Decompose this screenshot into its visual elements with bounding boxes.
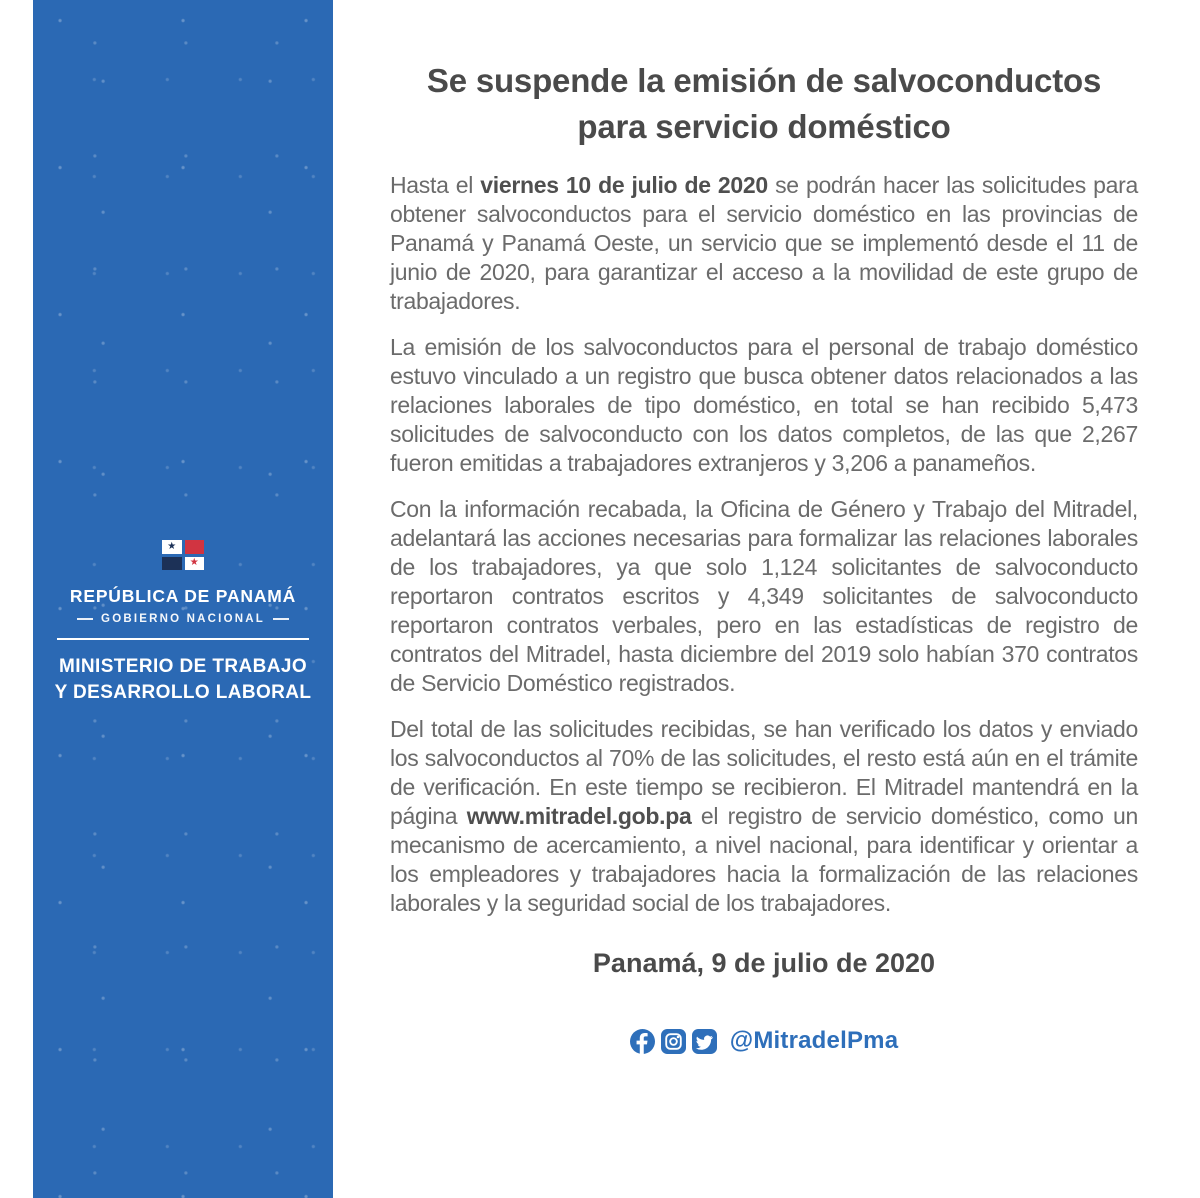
right-dash-ornament <box>273 618 289 620</box>
ministry-name-line1: MINISTERIO DE TRABAJO <box>58 656 308 677</box>
page-title-line2: para servicio doméstico <box>577 107 951 145</box>
paragraph-deadline-pre: Hasta el <box>390 172 481 199</box>
paragraph-contracts: Con la información recabada, la Oficina de Género y Trabajo del Mitradel, adelantará las acciones necesarias para formalizar las relaciones laborales de los trabajadores, ya que solo 1,124 solicitantes de salvoconducto reportaron contratos escritos y 4,349 solicitantes de salvoconducto reportaron contratos verbales, pero en las estadísticas de registro de contratos del Mitradel, hasta diciembre del 2019 solo habían 370 contratos de Servicio Doméstico registrados. <box>390 496 1138 697</box>
sidebar-divider-line <box>57 638 309 640</box>
flag-quadrant-red <box>185 540 205 554</box>
page-title <box>390 58 1138 149</box>
paragraph-deadline-post: se podrán hacer las solicitudes para obtener salvoconductos para el servicio doméstico en las provincias de Panamá y Panamá Oeste, un servicio que se implementó desde el 11 de junio de 2020, para garantizar el acceso a la movilidad de este grupo de trabajadores. <box>390 172 1138 315</box>
facebook-icon[interactable] <box>630 1029 655 1054</box>
deadline-date-bold: viernes 10 de julio de 2020 <box>480 172 768 199</box>
ministry-name-label <box>33 654 333 705</box>
social-handle[interactable]: @MitradelPma <box>729 1027 899 1055</box>
paragraph-statistics: La emisión de los salvoconductos para el personal de trabajo doméstico estuvo vinculado a un registro que busca obtener datos relacionados a las relaciones laborales de tipo doméstico, en total se han recibido 5,473 solicitudes de salvoconducto con los datos completos, de las que 2,267 fueron emitidas a trabajadores extranjeros y 3,206 a panameños. <box>390 334 1138 477</box>
social-footer <box>390 1027 1138 1055</box>
announcement-body <box>390 0 1138 1055</box>
flag-quadrant-white-red-star <box>185 557 205 571</box>
paragraph-verification-pre: Del total de las solicitudes recibidas, se han verificado los datos y enviado los salvoconductos al 70% de las solicitudes, el resto está aún en el trámite de verificación. En este tiempo se recibieron. El Mitradel mantendrá en la página <box>390 716 1138 830</box>
red-star-icon: ★ <box>189 557 199 569</box>
twitter-icon[interactable] <box>692 1029 717 1054</box>
ministry-sidebar-banner <box>33 0 333 1198</box>
blue-star-icon: ★ <box>167 540 177 552</box>
flag-quadrant-white-blue-star <box>162 540 182 554</box>
republic-of-panama-label: REPÚBLICA DE PANAMÁ <box>69 586 297 606</box>
flag-quadrant-navy <box>162 557 182 571</box>
page-title-line1: Se suspende la emisión de salvoconductos <box>426 62 1102 99</box>
gobierno-nacional-label: GOBIERNO NACIONAL <box>101 613 265 625</box>
gobierno-nacional-row <box>33 613 333 625</box>
panama-flag-logo <box>162 540 204 570</box>
ministry-identity-block <box>33 540 333 705</box>
paragraph-deadline <box>390 171 1138 316</box>
ministry-name-line2: Y DESARROLLO LABORAL <box>54 681 312 703</box>
left-dash-ornament <box>77 618 93 620</box>
instagram-icon[interactable] <box>661 1029 686 1054</box>
dateline: Panamá, 9 de julio de 2020 <box>592 948 936 979</box>
paragraph-verification-post: el registro de servicio doméstico, como un mecanismo de acercamiento, a nivel nacional, para identificar y orientar a los empleadores y trabajadores hacia la formalización de las relaciones laborales y la seguridad social de los trabajadores. <box>390 803 1138 917</box>
mitradel-website-url[interactable]: www.mitradel.gob.pa <box>466 803 692 830</box>
paragraph-verification <box>390 715 1138 918</box>
